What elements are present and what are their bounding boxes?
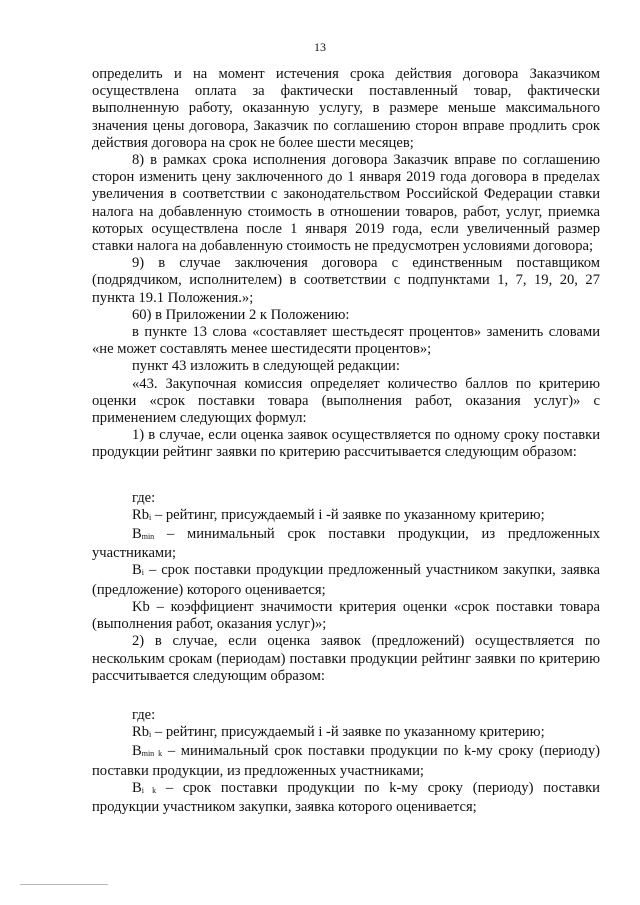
legend-text: – срок поставки продукции предложенный участником закупки, заявка (предложение) которого оценивается; — [92, 562, 600, 598]
symbol: B — [132, 526, 142, 543]
legend-text: – минимальный срок поставки продукции по k-му сроку (периоду) поставки продукции, из предложенных участниками; — [92, 743, 600, 779]
symbol: B — [132, 779, 142, 796]
page-number: 13 — [314, 40, 326, 54]
symbol: B — [132, 743, 142, 760]
paragraph: определить и на момент истечения срока действия договора Заказчиком осуществлена оплата за фактически поставленный товар, фактически выполненную работу, оказанную услугу, в размере меньше максимального значения цены договора, Заказчик по соглашению сторон вправе продлить срок действия договора на срок не более шести месяцев; — [92, 66, 600, 151]
legend-item-kb: Kb – коэффициент значимости критерия оценки «срок поставки товара (выполнения работ, оказания услуг)»; — [92, 598, 600, 633]
paragraph: в пункте 13 слова «составляет шестьдесят процентов» заменить словами «не может составлять менее шестидесяти процентов»; — [92, 324, 600, 358]
legend-item-rb — [92, 724, 600, 743]
legend-item-bmin — [92, 526, 600, 562]
paragraph: пункт 43 изложить в следующей редакции: — [132, 358, 400, 375]
paragraph: 60) в Приложении 2 к Положению: — [132, 306, 350, 323]
symbol-subscript: i — [141, 568, 144, 578]
legend-where: где: — [132, 489, 156, 506]
paragraph: «43. Закупочная комиссия определяет количество баллов по критерию оценки «срок поставки товара (выполнения работ, оказания услуг)» с применением следующих формул: — [92, 375, 600, 427]
paragraph: 8) в рамках срока исполнения договора Заказчик вправе по соглашению сторон изменить цену заключенного до 1 января 2019 года договора в пределах увеличения в соответствии с законодательством Российской Федерации ставки налога на добавленную стоимость в отношении товаров, работ, услуг, приемка которых осуществлена после 1 января 2019 года, если увеличенный размер ставки налога на добавленную стоимость не предусмотрен условиями договора; — [92, 152, 600, 255]
legend-item-rb — [92, 507, 600, 526]
legend-item-bi — [92, 562, 600, 598]
symbol-subscript: i — [149, 730, 152, 740]
symbol-subscript: min — [141, 532, 155, 542]
legend-text: – рейтинг, присуждаемый i -й заявке по указанному критерию; — [151, 724, 545, 741]
paragraph: 1) в случае, если оценка заявок осуществляется по одному сроку поставки продукции рейтинг заявки по критерию рассчитывается следующим образом: — [92, 427, 600, 461]
legend-item-bik — [92, 780, 600, 816]
legend-text: – минимальный срок поставки продукции, из предложенных участниками; — [92, 526, 600, 562]
paragraph: 2) в случае, если оценка заявок (предложений) осуществляется по нескольким срокам (периодам) поставки продукции рейтинг заявки по критерию рассчитывается следующим образом: — [92, 633, 600, 684]
symbol-subscript: i k — [141, 785, 157, 795]
symbol: Rb — [132, 506, 150, 523]
legend-where: где: — [132, 706, 156, 723]
document-body — [92, 66, 600, 816]
symbol: Rb — [132, 724, 150, 741]
legend-text: – рейтинг, присуждаемый i -й заявке по указанному критерию; — [151, 506, 545, 523]
footer-rule — [20, 884, 108, 885]
legend-text: – срок поставки продукции по k-му сроку (периоду) поставки продукции участником закупки, заявка которого оценивается; — [92, 779, 600, 815]
symbol-subscript: i — [149, 512, 152, 522]
symbol: B — [132, 562, 142, 579]
paragraph: 9) в случае заключения договора с единственным поставщиком (подрядчиком, исполнителем) в соответствии с подпунктами 1, 7, 19, 20, 27 пункта 19.1 Положения.»; — [92, 255, 600, 306]
legend-item-bmink — [92, 743, 600, 779]
symbol-subscript: min k — [141, 749, 163, 759]
